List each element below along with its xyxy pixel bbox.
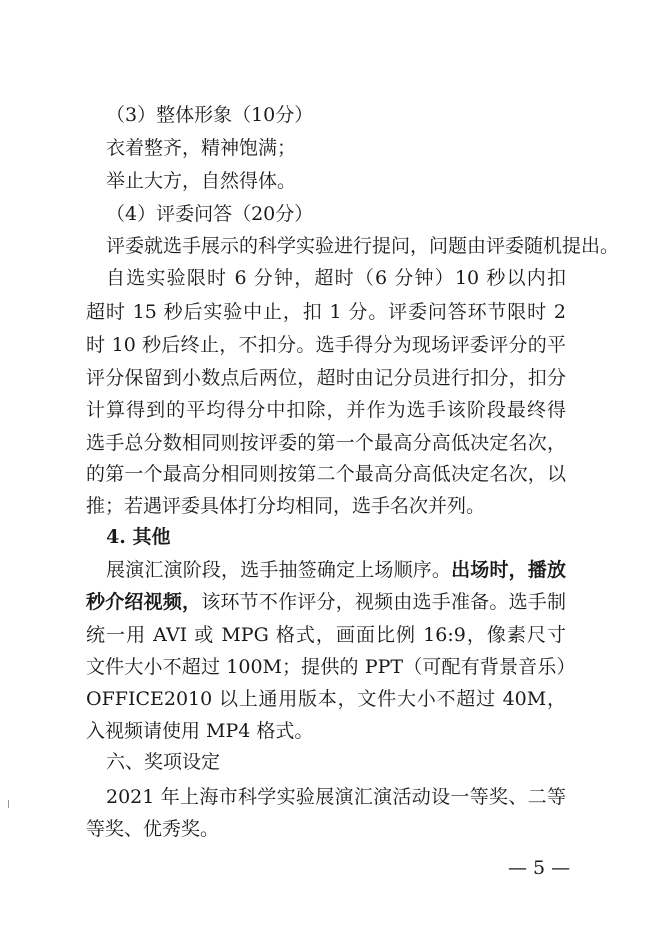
text-segment: 展演汇演阶段，选手抽签确定上场顺序。 xyxy=(106,559,452,581)
text-segment: 该环节不作评分，视频由选手准备。选手制 xyxy=(201,591,566,613)
text-segment: 等奖、优秀奖。 xyxy=(86,818,220,840)
page-number: — 5 — xyxy=(508,857,571,879)
scan-mark xyxy=(8,800,9,808)
text-line xyxy=(86,590,566,614)
text-segment: 统一用 AVI 或 MPG 格式，画面比例 16:9，像素尺寸 xyxy=(86,624,566,646)
text-segment: 2021 年上海市科学实验展演汇演活动设一等奖、二等 xyxy=(106,786,566,808)
bold-text: 4. 其他 xyxy=(106,526,171,548)
text-segment: 选手总分数相同则按评委的第一个最高分高低决定名次， xyxy=(86,432,566,454)
text-segment: 衣着整齐，精神饱满； xyxy=(106,137,297,159)
text-segment: 超时 15 秒后实验中止，扣 1 分。评委问答环节限时 2 xyxy=(86,301,566,323)
text-line xyxy=(106,785,566,809)
text-segment: 的第一个最高分相同则按第二个最高分高低决定名次，以 xyxy=(86,463,566,485)
text-line xyxy=(86,300,566,324)
text-line xyxy=(106,169,566,193)
text-segment: 自选实验限时 6 分钟，超时（6 分钟）10 秒以内扣 xyxy=(106,267,566,289)
text-segment: 推；若遇评委具体打分均相同，选手名次并列。 xyxy=(86,495,486,517)
text-line xyxy=(86,398,566,422)
text-line xyxy=(86,462,566,486)
text-segment: 文件大小不超过 100M；提供的 PPT（可配有背景音乐） xyxy=(86,656,566,678)
text-line xyxy=(86,366,566,390)
text-line xyxy=(86,623,566,647)
text-line xyxy=(106,136,566,160)
bold-text: 秒介绍视频， xyxy=(86,591,202,613)
text-segment: （4）评委问答（20分） xyxy=(106,203,314,225)
text-line xyxy=(86,333,566,357)
bold-text: 出场时，播放 xyxy=(451,559,566,581)
text-line xyxy=(106,202,566,226)
text-segment: 举止大方，自然得体。 xyxy=(106,170,297,192)
section-heading xyxy=(106,750,566,774)
text-segment: 评分保留到小数点后两位，超时由记分员进行扣分，扣分 xyxy=(86,367,566,389)
text-segment: 时 10 秒后终止，不扣分。选手得分为现场评委评分的平 xyxy=(86,334,566,356)
text-line xyxy=(106,234,620,258)
section-heading xyxy=(106,525,566,549)
text-segment: 评委就选手展示的科学实验进行提问，问题由评委随机提出。 xyxy=(106,235,620,257)
text-line xyxy=(86,431,566,455)
text-line xyxy=(86,687,566,711)
text-line xyxy=(86,494,566,518)
text-line xyxy=(86,817,566,841)
text-segment: （3）整体形象（10分） xyxy=(106,104,314,126)
text-line xyxy=(106,266,566,290)
text-segment: OFFICE2010 以上通用版本，文件大小不超过 40M， xyxy=(86,688,566,710)
text-line xyxy=(86,655,566,679)
text-line xyxy=(106,558,566,582)
text-segment: 计算得到的平均得分中扣除，并作为选手该阶段最终得 xyxy=(86,399,566,421)
text-segment: 六、奖项设定 xyxy=(106,751,221,773)
text-line xyxy=(106,103,566,127)
text-segment: 入视频请使用 MP4 格式。 xyxy=(86,720,314,742)
text-line xyxy=(86,719,566,743)
